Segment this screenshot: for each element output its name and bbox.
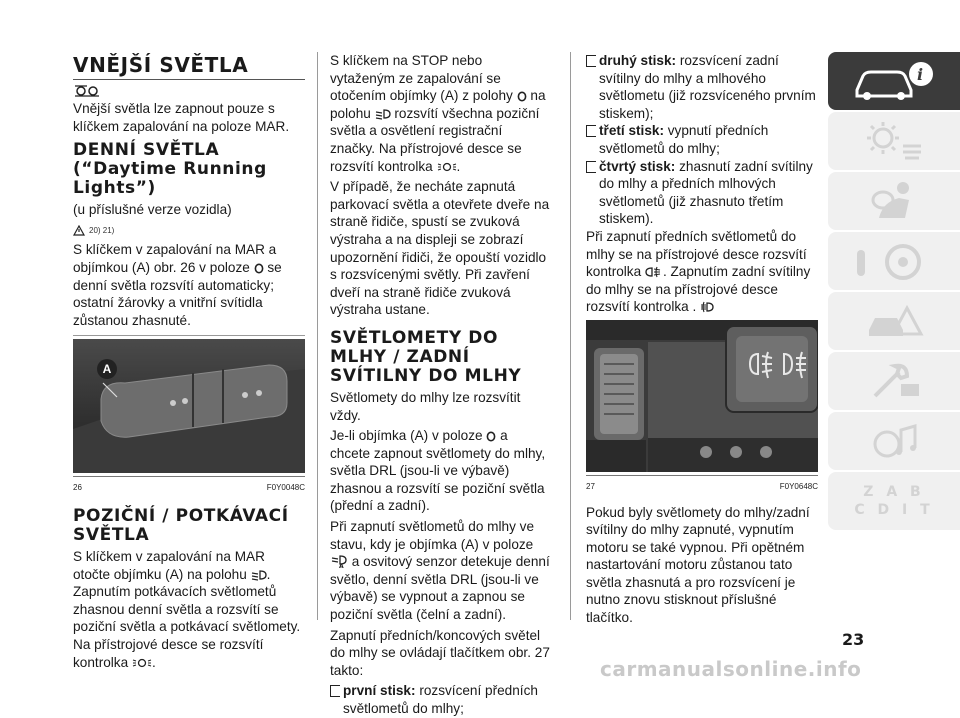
warning-triangle-icon (73, 225, 85, 236)
sidebar-item-index[interactable] (828, 472, 960, 530)
figure-code: F0Y0048C (266, 483, 305, 493)
chapter-sidebar (828, 52, 960, 532)
figure-callout-a: A (97, 359, 117, 379)
low-beam-icon (251, 569, 267, 581)
svg-text:A: A (339, 563, 344, 569)
fog-drl-paragraph: Je-li objímka (A) v poloze a chcete zapnout světlomety do mlhy, světla DRL (jsou-li ve výbavě) zhasnou a rozsvítí se poziční světla (přední a zadní). (330, 428, 546, 514)
multimedia-icon (859, 418, 929, 464)
watermark: carmanualsonline.info (600, 657, 862, 681)
list-item: čtvrtý stisk: zhasnutí zadní svítilny do mlhy a předních mlhových světlometů (již zhasnuto třetím stiskem). (586, 158, 818, 228)
exterior-lights-icon (73, 83, 305, 99)
controls-icon (849, 238, 939, 284)
column-3 (586, 52, 818, 630)
list-item: druhý stisk: rozsvícení zadní svítilny do mlhy a mlhového světlometu (již rozsvíceného prvním stiskem); (586, 52, 818, 122)
ring-o-icon (486, 431, 496, 442)
door-warning-paragraph: V případě, že necháte zapnutá parkovací světla a otevřete dveře na straně řidiče, spustí se zvuková výstraha a na displeji se zobrazí upozornění řidiči, že opouští vozidlo s rozsvícenými světly. Při zavření dveří na straně řidiče zvuková výstraha ustane. (330, 179, 550, 318)
figure-rule (73, 335, 305, 336)
svg-text:i: i (917, 65, 924, 84)
figure-code: F0Y0648C (779, 481, 818, 491)
title-rule (73, 79, 305, 80)
drl-title: DENNÍ SVĚTLA (73, 140, 220, 161)
figure-27-fog-button (586, 320, 818, 472)
position-lights-paragraph: S klíčkem v zapalování na MAR otočte objímku (A) na polohu . Zapnutím potkávacích světlometů zhasnou denní světla a rozsvítí se poziční světla a potkávací světlomety. Na přístrojové desce se rozsvítí kontrolka . (73, 548, 301, 670)
section-title-fog-lights: SVĚTLOMETY DO MLHY / ZADNÍ SVÍTILNY DO MLHY (330, 327, 522, 386)
intro-paragraph: Vnější světla lze zapnout pouze s klíčkem zapalování na poloze MAR. (73, 101, 290, 134)
engine-off-paragraph: Pokud byly světlomety do mlhy/zadní svítilny do mlhy zapnuté, vypnutím motoru se také vypnou. Při opětném nastartování motoru zůstanou tato světla zhasnutá a pro rozsvícení je nutno znovu stisknout příslušné tlačítko. (586, 504, 810, 626)
figure-27-caption (586, 475, 818, 496)
warning-lights-icon (859, 118, 929, 164)
section-title-drl (73, 141, 305, 198)
index-icon: Z A B C D I T (854, 484, 934, 518)
position-lights-icon (437, 161, 457, 173)
page-number: 23 (842, 630, 865, 649)
ring-o-icon (517, 91, 527, 102)
sidebar-item-driving[interactable] (828, 232, 960, 290)
sidebar-item-safety[interactable] (828, 172, 960, 230)
bullet-bracket (586, 55, 596, 67)
bullet-bracket (586, 125, 596, 137)
bullet-bracket (330, 685, 340, 697)
sidebar-item-emergency[interactable] (828, 292, 960, 350)
sidebar-item-service[interactable] (828, 352, 960, 410)
bullet-bracket (586, 161, 596, 173)
parking-lights-paragraph: S klíčkem na STOP nebo vytaženým ze zapalování se otočením objímky (A) z polohy na polohu rozsvítí všechna poziční světla a osvětlení registrační značky. Na přístrojové desce se rozsvítí kontrolka . (330, 53, 546, 174)
list-item: první stisk: rozsvícení předních světlometů do mlhy; (330, 682, 550, 717)
column-1 (73, 52, 305, 674)
section-title-exterior-lights: VNĚJŠÍ SVĚTLA (73, 53, 249, 77)
airbag-seatbelt-icon (859, 178, 929, 224)
drl-warning-refs (73, 222, 305, 240)
low-beam-icon (375, 108, 391, 120)
warning-refs: 20) 21) (89, 225, 115, 235)
figure-26-caption (73, 476, 305, 497)
drl-paragraph: S klíčkem v zapalování na MAR a objímkou (A) obr. 26 v poloze se denní světla rozsvítí automaticky; ostatní žárovky a vnitřní svítidla zůstanou zhasnuté. (73, 242, 282, 328)
front-fog-icon (645, 266, 663, 278)
sidebar-item-car-info[interactable] (828, 52, 960, 110)
service-icon (859, 358, 929, 404)
fog-sensor-paragraph: Při zapnutí světlometů do mlhy ve stavu, kdy je objímka (A) v poloze A a osvitový senzor detekuje denní světlo, denní světla DRL (jsou-li ve výbavě) se vypnout a zapnou se poziční světla (čelní a zadní). (330, 519, 550, 623)
position-lights-icon (132, 657, 152, 669)
fog-intro-paragraph: Světlomety do mlhy lze rozsvítit vždy. (330, 389, 521, 423)
list-item: třetí stisk: vypnutí předních světlometů do mlhy; (586, 122, 818, 157)
auto-light-icon (330, 554, 348, 568)
section-title-position-lights: POZIČNÍ / POTKÁVACÍ SVĚTLA (73, 505, 289, 545)
figure-26-stalk (73, 339, 305, 473)
column-divider-1 (317, 52, 318, 620)
drl-version-note: (u příslušné verze vozidla) (73, 202, 232, 218)
rear-fog-icon (700, 301, 714, 313)
sidebar-item-multimedia[interactable] (828, 412, 960, 470)
column-divider-2 (570, 52, 571, 620)
car-info-icon (849, 58, 939, 104)
crash-warning-icon (859, 298, 929, 344)
drl-subtitle: (“Daytime Running Lights”) (73, 159, 267, 199)
column-2 (330, 52, 550, 718)
figure-number: 26 (73, 483, 82, 493)
figure-number: 27 (586, 481, 595, 491)
fog-button-paragraph: Zapnutí předních/koncových světel do mlhy se ovládají tlačítkem obr. 27 takto: (330, 627, 550, 678)
ring-o-icon (254, 263, 264, 274)
fog-indicator-paragraph: Při zapnutí předních světlometů do mlhy se na přístrojové desce rozsvítí kontrolka . Zapnutím zadní svítilny do mlhy se na přístrojové desce rozsvítí kontrolka . (586, 228, 811, 315)
sidebar-item-warning-lights[interactable] (828, 112, 960, 170)
